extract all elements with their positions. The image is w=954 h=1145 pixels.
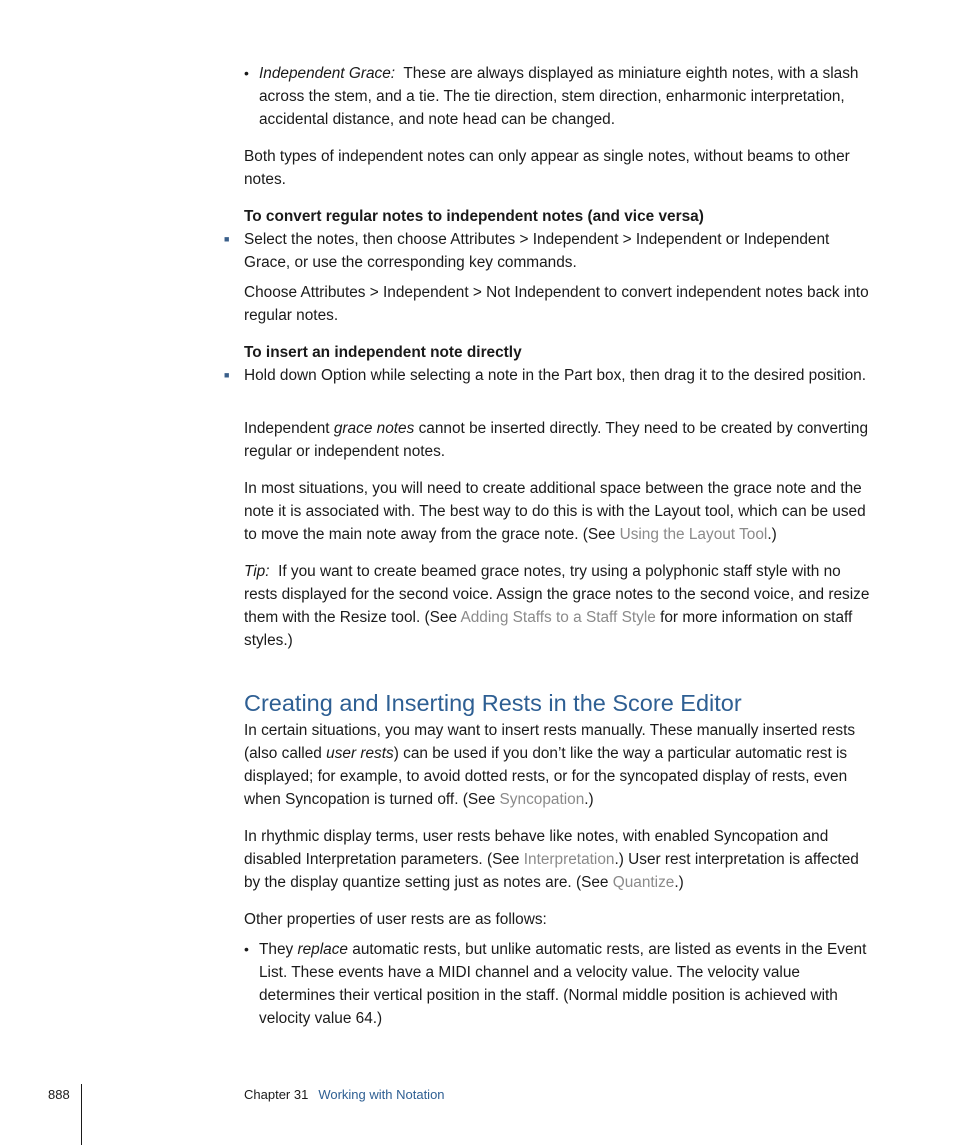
emphasis-replace: replace: [297, 941, 348, 958]
bullet-independent-grace: [259, 62, 874, 131]
paragraph-other-properties: Other properties of user rests are as follows:: [244, 911, 547, 928]
task-step-convert: Select the notes, then choose Attributes > Independent > Independent or Independent Grace, or use the corresponding key commands.: [244, 231, 830, 271]
task-step-insert: Hold down Option while selecting a note in the Part box, then drag it to the desired position.: [244, 367, 866, 384]
bullet-text: These are always displayed as miniature eighth notes, with a slash across the stem, and a tie. The tie direction, stem direction, enharmonic interpretation, accidental distance, and note head can be changed.: [259, 65, 859, 128]
bullet-term: Independent Grace:: [259, 65, 396, 82]
paragraph-user-rests: [244, 719, 874, 811]
text-run: cannot be inserted directly. They need to be created by converting regular or independent notes.: [244, 420, 869, 460]
link-using-layout-tool[interactable]: Using the Layout Tool: [619, 526, 768, 543]
link-quantize[interactable]: Quantize: [612, 874, 675, 891]
paragraph-situations: [244, 477, 874, 546]
text-run: In most situations, you will need to create additional space between the grace note and the note it is associated with. The best way to do this is with the Layout tool, which can be used to move the main note away from the grace note. (See: [244, 480, 866, 543]
link-adding-staffs[interactable]: Adding Staffs to a Staff Style: [460, 609, 656, 626]
task-heading-convert: To convert regular notes to independent notes (and vice versa): [244, 208, 704, 225]
text-run: Independent: [244, 420, 330, 437]
emphasis-grace-notes: grace notes: [333, 420, 415, 437]
text-run: If you want to create beamed grace notes, try using a polyphonic staff style with no rests displayed for the second voice. Assign the grace notes to the second voice, and resize them with the Resize tool. (See: [244, 563, 870, 626]
bullet-replace: [259, 938, 874, 1030]
text-run: ) can be used if you don’t like the way a particular automatic rest is displayed; for example, to avoid dotted rests, or for the syncopated display of rests, even when Syncopation is turned off. (See: [244, 745, 848, 808]
text-run: automatic rests, but unlike automatic rests, are listed as events in the Event List. These events have a MIDI channel and a velocity value. The velocity value determines their vertical position in the staff. (Normal middle position is achieved with velocity value 64.): [259, 941, 867, 1027]
text-run: .): [584, 791, 594, 808]
bullet-dot-icon: •: [244, 65, 249, 81]
task-note-convert: Choose Attributes > Independent > Not Independent to convert independent notes back into regular notes.: [244, 284, 869, 324]
chapter-title-link[interactable]: Working with Notation: [318, 1087, 445, 1102]
text-run: In certain situations, you may want to insert rests manually. These manually inserted rests (also called: [244, 722, 856, 762]
paragraph-rhythmic: [244, 825, 874, 894]
tip-paragraph: [244, 560, 874, 652]
text-run: .): [674, 874, 684, 891]
link-interpretation[interactable]: Interpretation: [523, 851, 615, 868]
text-run: .): [767, 526, 777, 543]
bullet-dot-icon: •: [244, 941, 249, 957]
footer-chapter: [244, 1086, 445, 1104]
chapter-label: Chapter 31: [244, 1087, 309, 1102]
text-run: In rhythmic display terms, user rests behave like notes, with enabled Syncopation and disabled Interpretation parameters. (See: [244, 828, 829, 868]
text-run: They: [259, 941, 294, 958]
paragraph-both-types: Both types of independent notes can only appear as single notes, without beams to other notes.: [244, 148, 850, 188]
square-bullet-icon: ■: [224, 234, 230, 244]
section-title: Creating and Inserting Rests in the Score Editor: [244, 690, 742, 716]
task-heading-insert: To insert an independent note directly: [244, 344, 522, 361]
footer-divider: [81, 1084, 82, 1145]
emphasis-user-rests: user rests: [326, 745, 394, 762]
text-run: for more information on staff styles.): [244, 609, 853, 649]
task-note-insert: [244, 417, 874, 463]
link-syncopation[interactable]: Syncopation: [499, 791, 585, 808]
text-run: .) User rest interpretation is affected by the display quantize setting just as notes are. (See: [244, 851, 859, 891]
page-number: 888: [48, 1087, 70, 1102]
square-bullet-icon: ■: [224, 370, 230, 380]
tip-label: Tip:: [244, 563, 270, 580]
